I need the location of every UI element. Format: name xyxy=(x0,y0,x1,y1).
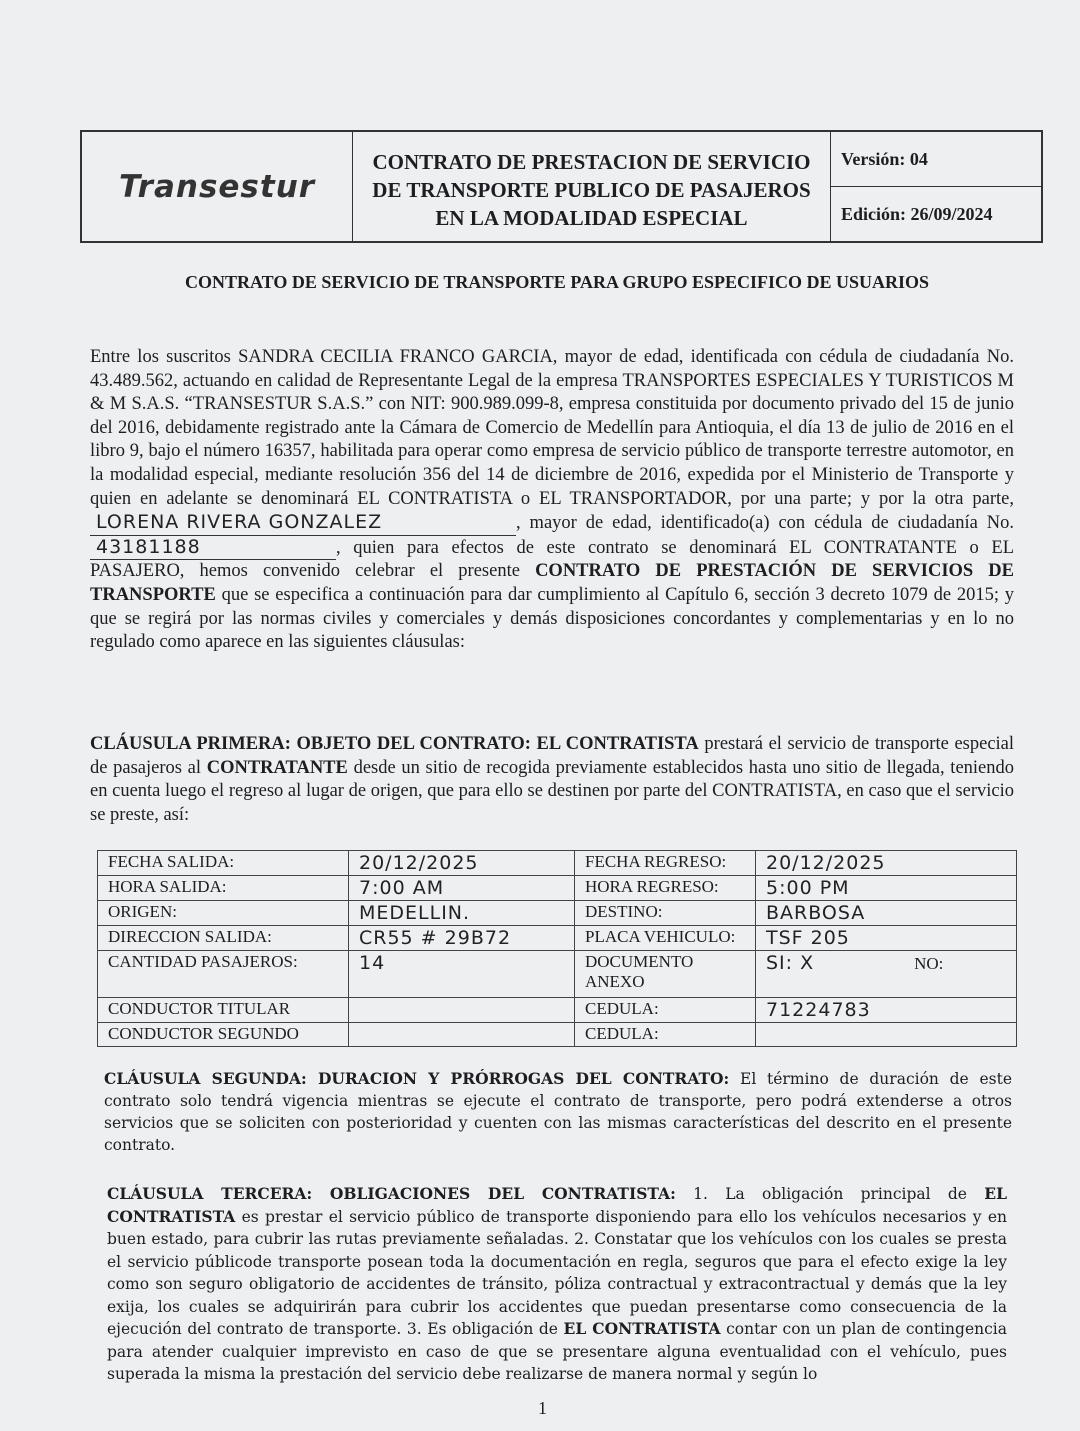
label-text: PLACA VEHICULO: xyxy=(585,927,736,946)
field-label xyxy=(98,926,349,951)
table-row xyxy=(98,926,1017,951)
table-row xyxy=(98,1023,1017,1047)
handwritten-value: SI: X xyxy=(766,952,815,974)
field-label xyxy=(98,876,349,901)
clause-text: prestará el servicio de transporte especial de pasajeros al xyxy=(90,734,1015,778)
contratante-name: LORENA RIVERA GONZALEZ xyxy=(90,511,516,536)
label-text: DOCUMENTO ANEXO xyxy=(585,952,694,991)
handwritten-value: 7:00 AM xyxy=(359,877,445,899)
field-value xyxy=(349,926,575,951)
clause-text: es prestar el servicio público de transporte disponiendo para ello los vehículos necesarios y en buen estado, para cubrir las rutas previamente señaladas. 2. Constatar que los vehículos con los cuales se presta el servicio públicode transporte posean toda la documentación en regla, seguros que para el efecto exige la ley como son seguro obligatorio de accidentes de tránsito, póliza contractual y extracontractual y demás que la ley exija, los cuales se adquirirán para cubrir los accidentes que puedan presentarse como consecuencia de la ejecución del contrato de transporte. 3. Es obligación de xyxy=(107,1207,1007,1338)
edition-date: Edición: 26/09/2024 xyxy=(841,203,993,224)
label-text: HORA REGRESO: xyxy=(585,877,719,896)
field-label xyxy=(575,1023,756,1047)
clause-1 xyxy=(90,733,1014,827)
transestur-logo: Transestur xyxy=(82,132,353,241)
field-value xyxy=(756,998,1017,1023)
label-text: FECHA SALIDA: xyxy=(108,852,235,871)
clause-heading: CLÁUSULA TERCERA: OBLIGACIONES DEL CONTRATISTA: xyxy=(107,1184,676,1203)
field-label xyxy=(575,951,756,998)
handwritten-value: 14 xyxy=(359,952,386,974)
field-label xyxy=(575,851,756,876)
clause-heading: CLÁUSULA PRIMERA: OBJETO DEL CONTRATO: EL CONTRATISTA xyxy=(90,734,699,754)
label-text: CEDULA: xyxy=(585,999,659,1018)
label-text: HORA SALIDA: xyxy=(108,877,227,896)
field-value xyxy=(756,876,1017,901)
field-value xyxy=(349,851,575,876)
clause-text: desde un sitio de recogida previamente establecidos hasta uno sitio de llegada, teniendo en cuenta luego el regreso al lugar de origen, que para ello se destinen por parte del CONTRATISTA, en caso que el servicio se preste, así: xyxy=(90,757,1015,825)
field-label xyxy=(575,901,756,926)
intro-text: Entre los suscritos SANDRA CECILIA FRANCO GARCIA, mayor de edad, identificada con cédula de ciudadanía No. 43.489.562, actuando en calidad de Representante Legal de la empresa TRANSPORTES ESPECIALES Y TURISTICOS M & M S.A.S. “TRANSESTUR S.A.S.” con NIT: 900.989.099-8, empresa constituida por documento privado del 15 de junio del 2016, debidamente registrado ante la Cámara de Comercio de Medellín para Antioquia, el día 13 de julio de 2016 en el libro 9, bajo el número 16357, habilitada para operar como empresa de servicio público de transporte terrestre automotor, en la modalidad especial, mediante resolución 356 del 14 de diciembre de 2016, expedida por el Ministerio de Transporte y quien en adelante se denominará EL CONTRATISTA o EL TRANSPORTADOR, por una parte; y por la otra parte, xyxy=(90,347,1014,509)
clause-text: contar con un plan de contingencia para atender cualquier imprevisto en caso de que se presentare alguna eventualidad con el vehículo, pues superada la misma la prestación del servicio debe realizarse de manera normal y según lo xyxy=(107,1320,1007,1383)
handwritten-value: TSF 205 xyxy=(766,927,850,949)
handwritten-value: MEDELLIN. xyxy=(359,902,471,924)
clause-bold: CONTRATANTE xyxy=(206,757,348,778)
field-value xyxy=(349,876,575,901)
field-label xyxy=(98,1023,349,1047)
contratante-id: 43181188 xyxy=(90,536,336,561)
intro-bold: CONTRATO DE PRESTACIÓN DE SERVICIOS DE TRANSPORTE xyxy=(90,561,1015,605)
document-title xyxy=(353,132,831,241)
handwritten-value: CR55 # 29B72 xyxy=(359,927,512,949)
handwritten-value: BARBOSA xyxy=(766,902,866,924)
field-value xyxy=(349,998,575,1023)
intro-text: , mayor de edad, identificado(a) con cédula de ciudadanía No. xyxy=(516,513,1014,534)
trip-details-table xyxy=(97,850,1017,1047)
label-text: CONDUCTOR TITULAR xyxy=(108,999,291,1018)
label-text: DESTINO: xyxy=(585,902,663,921)
handwritten-value: 5:00 PM xyxy=(766,877,850,899)
field-label xyxy=(575,998,756,1023)
label-text: CEDULA: xyxy=(585,1024,659,1043)
table-row xyxy=(98,851,1017,876)
field-label xyxy=(575,876,756,901)
field-value xyxy=(349,1023,575,1047)
field-value xyxy=(349,951,575,998)
clause-2 xyxy=(104,1068,1012,1156)
field-label xyxy=(98,951,349,998)
field-value xyxy=(756,901,1017,926)
clause-bold: EL CONTRATISTA xyxy=(563,1319,721,1338)
no-option: NO: xyxy=(914,954,944,973)
label-text: DIRECCION SALIDA: xyxy=(108,927,272,946)
table-row xyxy=(98,901,1017,926)
field-value xyxy=(349,901,575,926)
clause-heading: CLÁUSULA SEGUNDA: DURACION Y PRÓRROGAS DEL CONTRATO: xyxy=(104,1069,730,1088)
field-value xyxy=(756,1023,1017,1047)
intro-text: que se especifica a continuación para dar cumplimiento al Capítulo 6, sección 3 decreto 1079 de 2015; y que se regirá por las normas civiles y comerciales y demás disposiciones concordantes y complementarias y en lo no regulado como aparece en las siguientes cláusulas: xyxy=(90,584,1014,653)
intro-paragraph xyxy=(90,346,1014,655)
handwritten-value: 71224783 xyxy=(766,999,871,1021)
field-value xyxy=(756,951,1017,998)
title-line: CONTRATO DE PRESTACION DE SERVICIO xyxy=(372,150,811,174)
field-value xyxy=(756,926,1017,951)
document-header xyxy=(80,130,1043,243)
field-label xyxy=(575,926,756,951)
page-number: 1 xyxy=(538,1398,547,1418)
clause-3 xyxy=(107,1183,1007,1386)
clause-bold: EL CONTRATISTA xyxy=(107,1184,1007,1226)
version: Versión: 04 xyxy=(831,132,1041,187)
label-text: ORIGEN: xyxy=(108,902,177,921)
clause-text: El término de duración de este contrato solo tendrá vigencia mientras se ejecute el contrato de transporte, pero podrá extenderse a otros servicios que se soliciten con posterioridad y cuenten con las mismas características del descrito en el presente contrato. xyxy=(104,1070,1012,1154)
field-label xyxy=(98,901,349,926)
contract-subtitle: CONTRATO DE SERVICIO DE TRANSPORTE PARA GRUPO ESPECIFICO DE USUARIOS xyxy=(185,272,930,292)
title-line: DE TRANSPORTE PUBLICO DE PASAJEROS xyxy=(372,178,811,202)
intro-text: , quien para efectos de este contrato se denominará EL CONTRATANTE o EL PASAJERO, hemos convenido celebrar el presente xyxy=(90,537,1014,582)
label-text: CONDUCTOR SEGUNDO xyxy=(108,1024,299,1043)
label-text: FECHA REGRESO: xyxy=(585,852,727,871)
handwritten-value: 20/12/2025 xyxy=(359,852,479,874)
table-row xyxy=(98,876,1017,901)
table-row xyxy=(98,998,1017,1023)
clause-text: 1. La obligación principal de xyxy=(693,1185,967,1203)
title-line: EN LA MODALIDAD ESPECIAL xyxy=(435,206,748,230)
field-value xyxy=(756,851,1017,876)
field-label xyxy=(98,851,349,876)
field-label xyxy=(98,998,349,1023)
table-row xyxy=(98,951,1017,998)
label-text: CANTIDAD PASAJEROS: xyxy=(108,952,298,971)
handwritten-value: 20/12/2025 xyxy=(766,852,886,874)
